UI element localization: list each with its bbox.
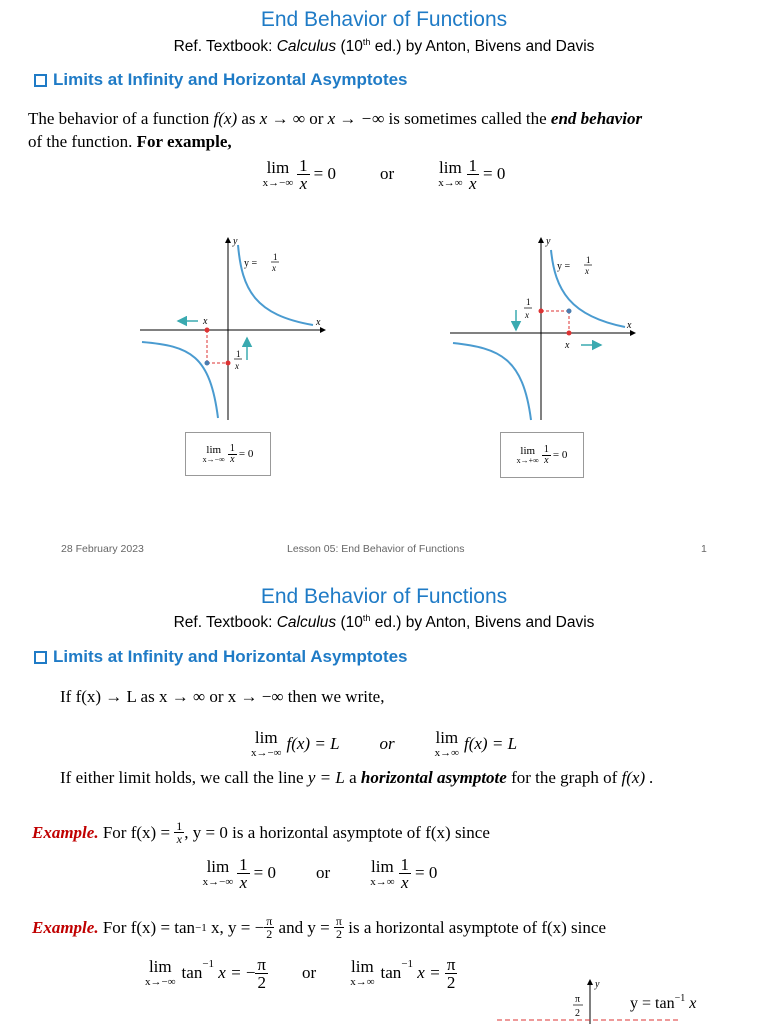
frac-num: 1 [299, 155, 308, 175]
lim-subscript: x→∞ [370, 876, 395, 888]
y-axis-label: y [595, 979, 600, 990]
ref-book: Calculus [276, 38, 337, 56]
box-lim-sub: x→+∞ [516, 455, 539, 465]
frac-den: x [239, 872, 248, 892]
slide2-reference [0, 613, 768, 632]
arctan-label-x: x [685, 995, 697, 1012]
ex1-fraction [174, 820, 184, 845]
fraction-one-over-x [467, 157, 480, 192]
box-lim-word: lim [520, 444, 536, 457]
frac-num: 1 [468, 155, 478, 175]
slide2-section-heading [34, 647, 408, 667]
arctan-label-text: y = tan [630, 995, 675, 1012]
or-word: or [379, 734, 395, 753]
slide1-limits-row [0, 150, 768, 198]
y-value-num: 1 [526, 297, 531, 307]
line2-y-eq-L: y = L [307, 768, 345, 787]
box-frac-num: 1 [543, 443, 549, 455]
limit-neg-inf [263, 159, 294, 189]
ex2-text-c: and y = [274, 917, 334, 937]
ex2-text-a: For f(x) = tan [98, 917, 196, 937]
line2-a: If either limit holds, we call the line [60, 768, 308, 787]
intro-for-example: For example, [136, 132, 232, 151]
checkbox-bullet-icon [34, 74, 47, 87]
frac-pi-2 [255, 956, 268, 991]
intro-text-function: of the function. [28, 132, 137, 151]
x-point-label: x [565, 340, 570, 351]
intro-end-behavior: end behavior [550, 109, 643, 128]
pi-num: π [257, 954, 267, 974]
ex1-frac-num: 1 [176, 819, 183, 833]
box-lim [203, 445, 225, 464]
ref-label: Ref. Textbook: [173, 614, 273, 632]
example1-limits-row [0, 850, 640, 896]
y-value-den: x [525, 310, 529, 320]
box-lim-sub: x→−∞ [202, 454, 225, 464]
ref-edition-sup: th [362, 37, 371, 47]
two-den: 2 [446, 972, 456, 992]
lim-subscript: x→−∞ [202, 876, 234, 888]
curve-label-num: 1 [273, 252, 278, 262]
intro-fx: f(x) [213, 109, 238, 128]
tan-word: tan [380, 963, 402, 982]
x-axis-label: x [627, 320, 632, 331]
y-value-den: x [235, 361, 239, 371]
two-den: 2 [266, 927, 273, 941]
ref-edition-sup: th [362, 613, 371, 623]
lim-word: lim [351, 957, 374, 976]
pi-num: π [266, 914, 273, 928]
slide1-reference [0, 37, 768, 56]
two-den: 2 [335, 927, 342, 941]
box-lim-word: lim [206, 443, 222, 456]
minus-sign: − [245, 963, 256, 982]
ex1-text-a: For f(x) = [98, 822, 175, 842]
ex1-frac-den: x [176, 832, 182, 846]
y-value-num: 1 [236, 349, 241, 359]
pi-label: π [575, 994, 581, 1005]
lim-subscript: x→∞ [350, 976, 375, 988]
limit-neg-inf [145, 958, 176, 988]
right-limit-box [500, 432, 584, 478]
box-eq: = 0 [238, 448, 254, 460]
example2-limits-row [145, 950, 457, 996]
frac-den: x [299, 173, 308, 193]
lim-word: lim [371, 857, 394, 876]
intro-text-a: The behavior of a function [28, 109, 214, 128]
ex2-text-d: is a horizontal asymptote of f(x) since [343, 917, 606, 937]
lim-word: lim [439, 158, 462, 177]
tan-sup: −1 [401, 958, 414, 970]
left-graph [130, 230, 340, 430]
curve-negative-branch [453, 343, 531, 420]
ref-edition: (10 [336, 614, 363, 632]
tan-x-eq: x = [413, 963, 445, 982]
right-graph [445, 230, 645, 430]
intro-text-called: is sometimes called the [384, 109, 551, 128]
two-label: 2 [575, 1008, 580, 1019]
point-on-curve [205, 361, 210, 366]
line2-c: a [344, 768, 361, 787]
lim-word: lim [435, 728, 459, 747]
ex2-sup: −1 [195, 921, 207, 934]
point-on-y-axis [226, 361, 231, 366]
equals-zero: = 0 [313, 164, 337, 183]
slide2-title: End Behavior of Functions [260, 585, 508, 608]
curve-negative-branch [142, 342, 218, 418]
example-label: Example. [32, 917, 99, 937]
lim-subscript: x→−∞ [250, 747, 282, 759]
ref-label: Ref. Textbook: [173, 38, 273, 56]
lim-fx-eq-L: f(x) = L [286, 734, 340, 753]
ex2-text-b: x, y = − [206, 917, 265, 937]
lim-word: lim [206, 857, 230, 876]
frac-num: 1 [400, 854, 410, 874]
line2-e: for the graph of [506, 768, 622, 787]
slide2-line1: If f(x) → L as x → ∞ or x → −∞ then we write, [60, 687, 385, 706]
equals-zero: = 0 [415, 863, 438, 882]
fraction-one-over-x [297, 157, 310, 192]
section-text: Limits at Infinity and Horizontal Asymptotes [53, 70, 408, 89]
y-axis-label: y [546, 236, 551, 247]
frac-den: x [401, 872, 409, 892]
example2-line [32, 915, 606, 940]
lim-subscript: x→−∞ [145, 976, 176, 988]
line2-fx: f(x) . [621, 768, 654, 787]
slide1-section-heading [34, 70, 408, 90]
tan-word: tan [181, 963, 203, 982]
ex2-frac-pi-2 [264, 915, 274, 940]
curve-label-num: 1 [586, 255, 591, 265]
tan-sup: −1 [202, 958, 215, 970]
box-frac [542, 445, 551, 466]
line2-horizontal-asymptote: horizontal asymptote [360, 768, 507, 787]
ref-edition: (10 [336, 38, 363, 56]
limit-pos-inf [438, 159, 462, 189]
lim-word: lim [254, 728, 278, 747]
or-word: or [380, 164, 395, 183]
pi-num: π [446, 954, 456, 974]
lim-fx-eq-L: f(x) = L [464, 734, 518, 753]
box-frac-num: 1 [229, 442, 235, 454]
curve-label-den: x [272, 263, 276, 273]
limit-pos-inf [350, 958, 374, 988]
lim-word: lim [148, 957, 172, 976]
lim-subscript: x→∞ [434, 747, 459, 759]
limit-neg-inf [251, 729, 282, 759]
box-lim [517, 446, 539, 465]
intro-text-or: or [304, 109, 328, 128]
ex2-frac-pi-2b [334, 915, 344, 940]
ref-authors: ed.) by Anton, Bivens and Davis [370, 38, 595, 56]
example-label: Example. [32, 822, 99, 842]
intro-text-b: as [237, 109, 260, 128]
limit-pos-inf [435, 729, 459, 759]
footer-date: 28 February 2023 [61, 543, 144, 555]
point-on-x-axis [567, 331, 572, 336]
box-frac-den: x [230, 453, 235, 465]
box-frac-den: x [544, 454, 549, 466]
point-on-x-axis [205, 328, 210, 333]
ref-authors: ed.) by Anton, Bivens and Davis [370, 614, 595, 632]
frac-num: 1 [239, 854, 248, 874]
checkbox-bullet-icon [34, 651, 47, 664]
limit-pos-inf [370, 858, 394, 888]
fraction-one-over-x [399, 856, 412, 891]
slide2-limit-L-row [0, 727, 768, 761]
or-word: or [302, 963, 317, 982]
frac-den: x [469, 173, 477, 193]
slide2-line2 [60, 768, 654, 788]
left-limit-box [185, 432, 271, 476]
two-den: 2 [257, 972, 266, 992]
equals-zero: = 0 [253, 863, 277, 882]
y-axis-label: y [233, 236, 238, 247]
slide1-intro-paragraph [28, 107, 748, 153]
or-word: or [316, 863, 331, 882]
point-on-curve [567, 309, 572, 314]
example1-line [32, 820, 490, 845]
box-frac [228, 444, 237, 465]
equals-zero: = 0 [483, 164, 506, 183]
arctan-label [630, 993, 696, 1012]
curve-label: y = [557, 261, 571, 272]
box-eq: = 0 [552, 449, 568, 461]
lim-subscript: x→−∞ [262, 177, 294, 189]
ref-book: Calculus [276, 614, 337, 632]
curve-label-den: x [585, 266, 589, 276]
lim-subscript: x→∞ [438, 177, 463, 189]
intro-x-inf: x → ∞ [259, 109, 305, 128]
slide1-title: End Behavior of Functions [260, 8, 508, 31]
fraction-one-over-x [237, 856, 250, 891]
x-axis-label: x [316, 317, 321, 328]
intro-x-neg-inf: x → −∞ [327, 109, 385, 128]
ex1-text-b: , y = 0 is a horizontal asymptote of f(x) since [184, 822, 490, 842]
limit-neg-inf [203, 858, 234, 888]
frac-pi-2 [445, 956, 458, 991]
footer-page-number: 1 [701, 543, 707, 555]
lim-word: lim [266, 158, 290, 177]
section-text: Limits at Infinity and Horizontal Asymptotes [53, 647, 408, 666]
pi-num: π [335, 914, 342, 928]
arctan-graph [495, 975, 745, 1024]
x-point-label: x [203, 316, 208, 327]
point-on-y-axis [539, 309, 544, 314]
tan-x-eq: x = [214, 963, 246, 982]
footer-lesson: Lesson 05: End Behavior of Functions [287, 543, 465, 555]
curve-label: y = [244, 258, 258, 269]
arctan-label-sup: −1 [674, 993, 686, 1004]
